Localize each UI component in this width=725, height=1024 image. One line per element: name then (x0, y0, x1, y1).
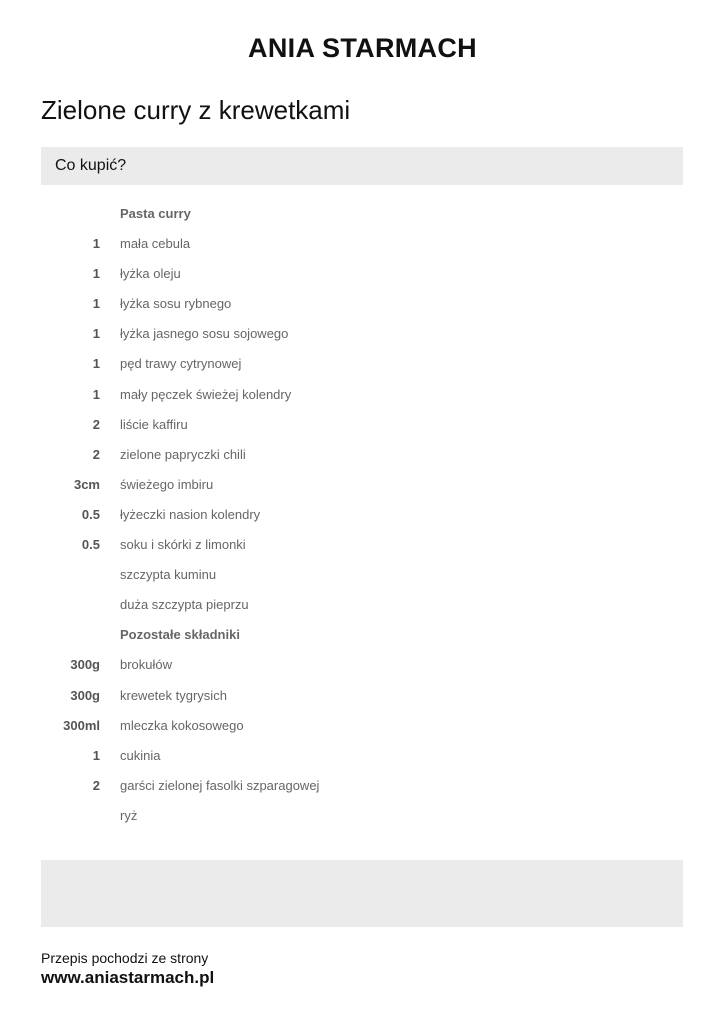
ingredient-quantity: 1 (92, 266, 100, 282)
ingredient-row (41, 801, 683, 831)
ingredient-row (41, 771, 683, 801)
ingredient-quantity: 3cm (73, 476, 100, 492)
source-label: Przepis pochodzi ze strony (41, 950, 209, 966)
ingredient-name: krewetek tygrysich (120, 687, 227, 703)
notes-box (41, 860, 683, 927)
ingredient-quantity: 1 (92, 386, 100, 402)
ingredient-name: pęd trawy cytrynowej (120, 356, 242, 372)
ingredient-name: łyżka oleju (120, 266, 181, 282)
ingredient-quantity: 2 (92, 446, 100, 462)
ingredient-quantity: 1 (92, 356, 100, 372)
ingredient-row (41, 681, 683, 711)
ingredient-quantity: 1 (92, 747, 100, 763)
ingredient-name: mały pęczek świeżej kolendry (120, 386, 292, 402)
ingredient-row (41, 470, 683, 500)
ingredient-row (41, 410, 683, 440)
ingredient-name: mała cebula (120, 236, 191, 252)
ingredient-row (41, 440, 683, 470)
ingredient-quantity: 1 (92, 236, 100, 252)
ingredient-quantity: 300ml (63, 717, 100, 733)
ingredient-quantity: 0.5 (81, 506, 100, 522)
ingredient-row (41, 530, 683, 560)
source-link[interactable]: www.aniastarmach.pl (41, 968, 215, 987)
ingredient-row (41, 319, 683, 349)
ingredient-name: duża szczypta pieprzu (120, 597, 249, 613)
recipe-title: Zielone curry z krewetkami (41, 95, 351, 125)
ingredient-name: brokułów (120, 657, 173, 673)
ingredient-name: łyżka jasnego sosu sojowego (120, 326, 289, 342)
ingredient-quantity: 1 (92, 326, 100, 342)
ingredient-quantity: 300g (70, 657, 100, 673)
ingredient-row (41, 229, 683, 259)
section-title: Co kupić? (55, 157, 127, 174)
ingredient-name: łyżeczki nasion kolendry (120, 506, 261, 522)
ingredient-name: liście kaffiru (120, 416, 188, 432)
ingredient-quantity: 0.5 (81, 537, 100, 553)
ingredient-row (41, 560, 683, 590)
ingredient-list (41, 199, 683, 831)
ingredient-name: cukinia (120, 747, 161, 763)
brand-title: ANIA STARMACH (248, 33, 477, 63)
ingredient-row (41, 650, 683, 680)
ingredient-name: szczypta kuminu (120, 567, 217, 583)
ingredient-row (41, 711, 683, 741)
ingredient-name: świeżego imbiru (120, 476, 214, 492)
ingredient-quantity: 2 (92, 777, 100, 793)
ingredient-row (41, 349, 683, 379)
ingredient-group-heading (41, 620, 683, 650)
ingredient-name: Pozostałe składniki (120, 627, 240, 643)
shopping-section-header (41, 147, 683, 185)
ingredient-name: zielone papryczki chili (120, 446, 246, 462)
ingredient-name: mleczka kokosowego (120, 717, 244, 733)
ingredient-quantity: 1 (92, 296, 100, 312)
ingredient-row (41, 500, 683, 530)
ingredient-name: garści zielonej fasolki szparagowej (120, 777, 320, 793)
ingredient-row (41, 380, 683, 410)
ingredient-name: Pasta curry (120, 206, 191, 221)
ingredient-row (41, 259, 683, 289)
ingredient-quantity: 300g (70, 687, 100, 703)
ingredient-row (41, 590, 683, 620)
ingredient-quantity: 2 (92, 416, 100, 432)
ingredient-name: łyżka sosu rybnego (120, 296, 232, 312)
ingredient-group-heading (41, 199, 683, 229)
ingredient-name: ryż (120, 807, 138, 823)
ingredient-row (41, 741, 683, 771)
ingredient-row (41, 289, 683, 319)
ingredient-name: soku i skórki z limonki (120, 537, 246, 553)
